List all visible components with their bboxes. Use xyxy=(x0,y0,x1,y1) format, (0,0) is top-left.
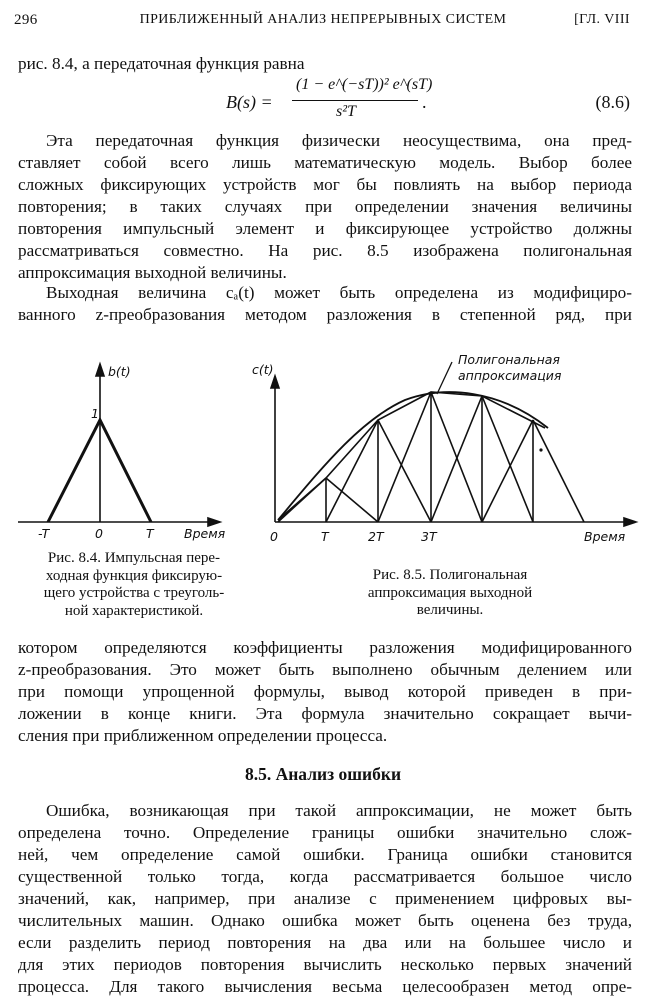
fig84-y-label: b(t) xyxy=(108,364,131,379)
text-line: котором определяются коэффициенты разложения модифицированного xyxy=(18,638,632,657)
text-line: z-преобразования. Это может быть выполнено обычным делением или xyxy=(18,660,632,679)
fig85-tick-2t: 2T xyxy=(368,529,384,544)
section-heading: 8.5. Анализ ошибки xyxy=(244,764,402,784)
text-line: ложении в конце книги. Эта формула значительно сокращает вычи- xyxy=(18,704,632,723)
fig85-output-curve xyxy=(278,392,548,520)
fig85-annotation-line2: аппроксимация xyxy=(458,368,562,383)
fig85-tick-3t: 3T xyxy=(421,529,437,544)
fig85-y-arrow xyxy=(271,376,279,388)
chapter-label: [ГЛ. VIII xyxy=(574,12,630,27)
fig85-triangle-edge xyxy=(326,420,378,522)
text-line: Эта передаточная функция физически неосуществима, она пред- xyxy=(46,131,632,150)
equation-lhs: B(s) = xyxy=(226,92,273,112)
figure-8-5-labels xyxy=(252,352,626,544)
fig85-y-label: c(t) xyxy=(252,362,274,377)
fig84-x-arrow xyxy=(208,518,220,526)
fig85-triangle-edge xyxy=(378,420,431,522)
fig85-triangle-edge xyxy=(482,396,533,522)
fig85-polygon xyxy=(278,392,545,520)
text-line: значений, как, например, при анализе с применением цифровых вы- xyxy=(18,889,632,908)
text-line: ставляет собой всего лишь математическую модель. Выбор более xyxy=(18,153,632,172)
fig85-dot xyxy=(539,448,542,451)
figure-8-5-caption xyxy=(330,567,570,620)
caption-line: Рис. 8.4. Импульсная пере- xyxy=(47,550,221,566)
fig85-triangle-edge xyxy=(278,478,326,522)
fig85-annotation-leader xyxy=(437,362,452,394)
text-line: рассматриваться совместно. На рис. 8.5 изображена полигональная xyxy=(18,241,632,260)
text-line: при помощи упрощенной формулы, вывод которой приведен в при- xyxy=(18,682,632,701)
caption-line: ходная функция фиксирую- xyxy=(45,567,223,584)
fig85-triangle-edge xyxy=(326,478,378,522)
caption-line: щего устройства с треуголь- xyxy=(43,585,225,601)
fig85-x-label: Время xyxy=(584,529,626,544)
fig85-x-arrow xyxy=(624,518,636,526)
equation-numerator: (1 − e^(−sT))² e^(sT) xyxy=(296,76,433,93)
text-line: ванного z-преобразования методом разложения в степенной ряд, при xyxy=(18,305,632,324)
figure-8-4-labels xyxy=(38,364,226,541)
text-line: для этих периодов повторения вычислить несколько первых значений xyxy=(18,955,632,974)
running-title: ПРИБЛИЖЕННЫЙ АНАЛИЗ НЕПРЕРЫВНЫХ СИСТЕМ xyxy=(139,12,507,27)
equation-period: . xyxy=(422,92,427,112)
text-line: существенной только тогда, когда рассматривается большое число xyxy=(18,867,632,886)
fig85-triangle-edge xyxy=(378,392,431,522)
text-line: определена точно. Определение границы ошибки значительно слож- xyxy=(18,823,632,842)
figure-8-4-caption xyxy=(18,550,250,620)
text-line: если разделить период повторения на два или на большее число и xyxy=(18,933,632,952)
text-line: повторения импульсный элемент и фиксирующее устройство должны xyxy=(18,219,632,238)
text-line: Ошибка, возникающая при такой аппроксимации, не может быть xyxy=(46,801,632,820)
caption-line: величины. xyxy=(416,602,484,618)
fig85-triangle-edge xyxy=(482,420,533,522)
caption-line: ной характеристикой. xyxy=(64,602,204,619)
fig85-annotation-line1: Полигональная xyxy=(458,352,560,367)
equation-number: (8.6) xyxy=(595,92,630,112)
text-line: процесса. Для такого вычисления весьма целесообразен метод опре- xyxy=(18,977,632,996)
text-line: повторения; в таких случаях при определении значения величины xyxy=(18,197,632,216)
fig84-x-label: Время xyxy=(184,526,226,541)
fig84-peak-label: 1 xyxy=(91,406,99,421)
fig84-y-arrow xyxy=(96,364,104,376)
text-line: аппроксимация выходной величины. xyxy=(18,263,287,282)
text-line: Выходная величина cₐ(t) может быть определена из модифициро- xyxy=(46,283,632,302)
caption-line: Рис. 8.5. Полигональная xyxy=(372,567,528,583)
fig85-tick-t: T xyxy=(321,529,329,544)
fig84-tick-t: T xyxy=(146,526,154,541)
fig84-tick-minus-t: -T xyxy=(38,526,50,541)
text-line: ней, чем определение самой ошибки. Граница ошибки становится xyxy=(18,845,632,864)
figure-8-4 xyxy=(18,364,220,526)
page-number: 296 xyxy=(14,12,38,28)
intro-line: рис. 8.4, а передаточная функция равна xyxy=(18,54,305,73)
equation-denominator: s²T xyxy=(336,103,356,120)
fig84-tick-zero: 0 xyxy=(95,526,103,541)
fig85-tick-zero: 0 xyxy=(270,529,278,544)
text-line: сления при приближенном определении процесса. xyxy=(18,726,388,745)
text-line: сложных фиксирующих устройств мог бы повлиять на выбор периода xyxy=(18,175,632,194)
text-line: числительных машин. Однако ошибка может быть оценена без труда, xyxy=(18,911,632,930)
caption-line: аппроксимация выходной xyxy=(367,584,533,601)
fig85-triangle-edge xyxy=(533,420,584,522)
figure-8-5 xyxy=(271,362,636,526)
